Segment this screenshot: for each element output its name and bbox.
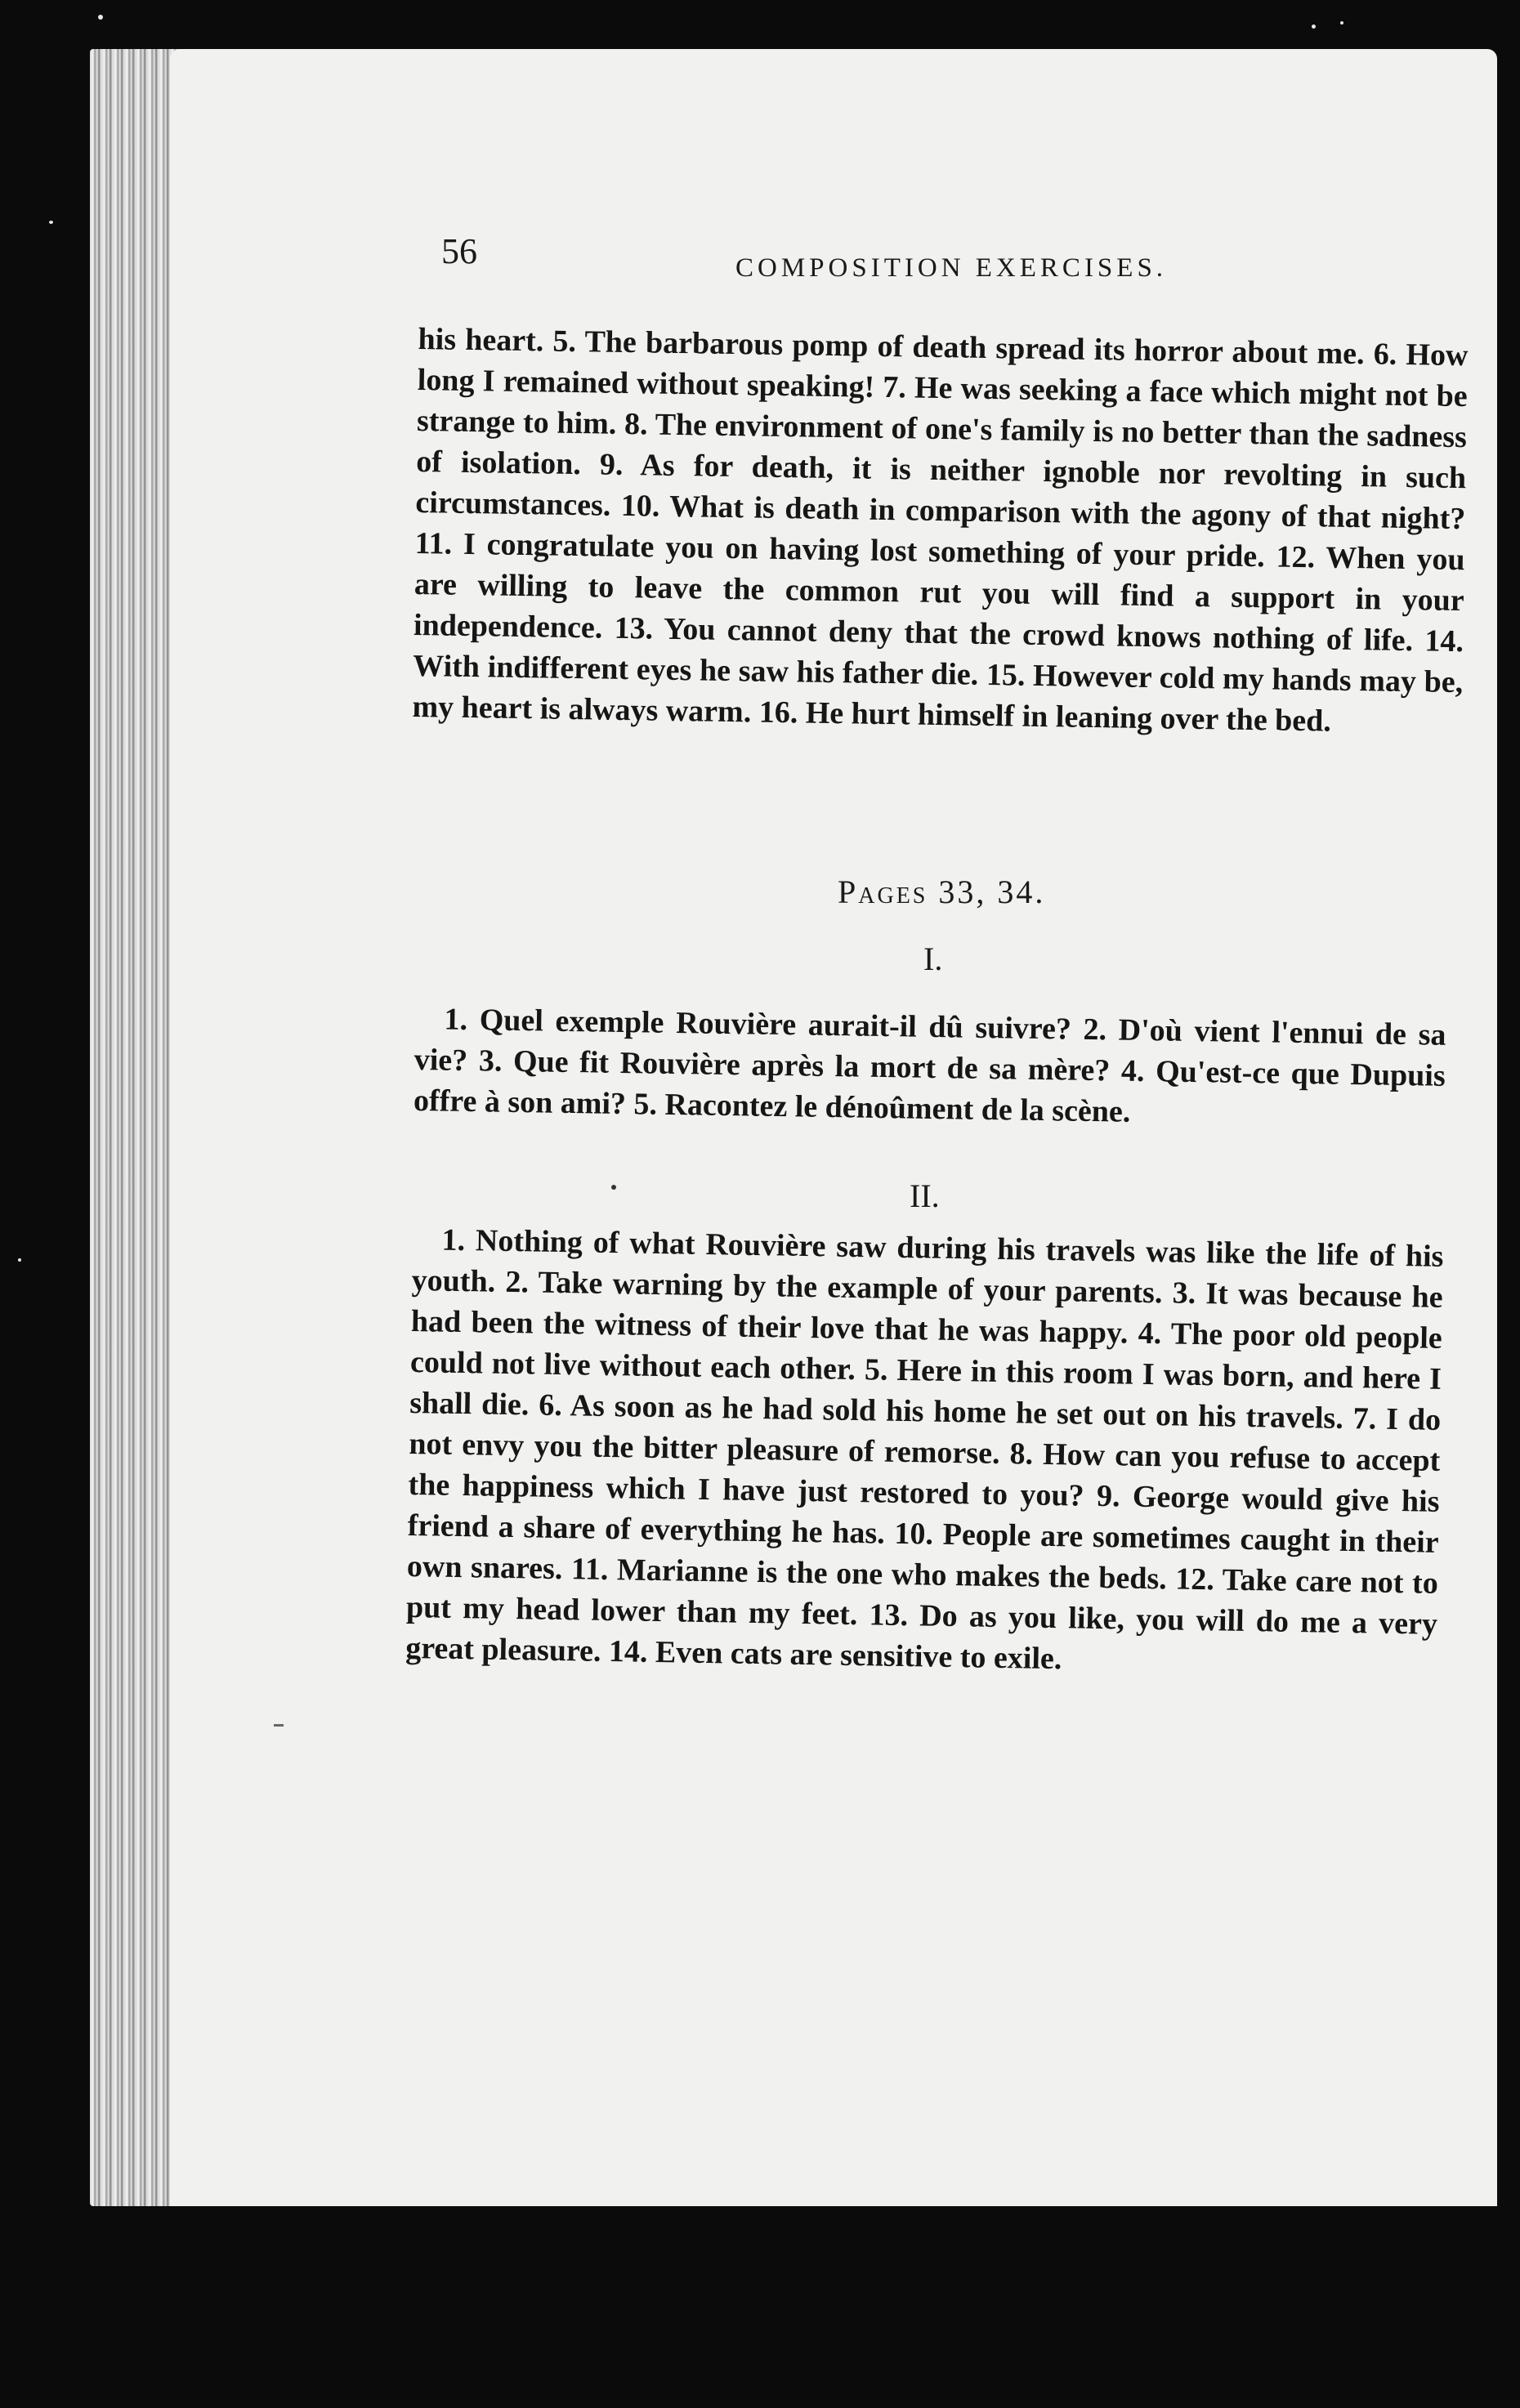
- dust-speck: [1312, 25, 1316, 29]
- dust-speck: [98, 15, 103, 20]
- dust-speck: [1340, 21, 1343, 25]
- part-numeral-2: II.: [910, 1177, 940, 1214]
- english-exercises: 1. Nothing of what Rouvière saw during his travels was like the life of his youth. 2. Take warning by the example of your parents. 3. It was because he had been the witness of their love that he was happy. 4. The poor old people could not live without each other. 5. Here in this room I was born, and here I shall die. 6. As soon as he had sold his home he set out on his travels. 7. I do not envy you the bitter pleasure of remorse. 8. How can you refuse to accept the happiness which I have just restored to you? 9. George would give his friend a share of everything he has. 10. People are sometimes caught in their own snares. 11. Marianne is the one who makes the beds. 12. Take care not to put my head lower than my feet. 13. Do as you like, you will do me a very great pleasure. 14. Even cats are sensitive to exile.: [405, 1222, 1444, 1677]
- dust-speck: [18, 1258, 21, 1262]
- part-numeral-1: I.: [923, 940, 943, 977]
- page-number: 56: [441, 231, 477, 271]
- margin-mark: [274, 1724, 284, 1727]
- exercise-text-continued: his heart. 5. The barbarous pomp of death spread its horror about me. 6. How long I remained without speaking! 7. He was seeking a face which might not be strange to him. 8. The environment of one's family is no better than the sadness of isolation. 9. As for death, it is neither ignoble nor revolting in such circumstances. 10. What is death in comparison with the agony of that night? 11. I congratulate you on having lost something of your pride. 12. When you are willing to leave the common rut you will find a support in your independence. 13. You cannot deny that the crowd knows nothing of life. 14. With indifferent eyes he saw his father die. 15. However cold my hands may be, my heart is always warm. 16. He hurt himself in leaning over the bed.: [412, 321, 1469, 739]
- dust-speck: [49, 221, 53, 224]
- print-mark: [611, 1185, 616, 1190]
- running-head: COMPOSITION EXERCISES.: [735, 253, 1168, 283]
- section-heading: Pages 33, 34.: [838, 873, 1046, 910]
- french-questions: 1. Quel exemple Rouvière aurait-il dû suivre? 2. D'où vient l'ennui de sa vie? 3. Que fit Rouvière après la mort de sa mère? 4. Qu'est-ce que Dupuis offre à son ami? 5. Racontez le dénoûment de la scène.: [413, 1002, 1446, 1129]
